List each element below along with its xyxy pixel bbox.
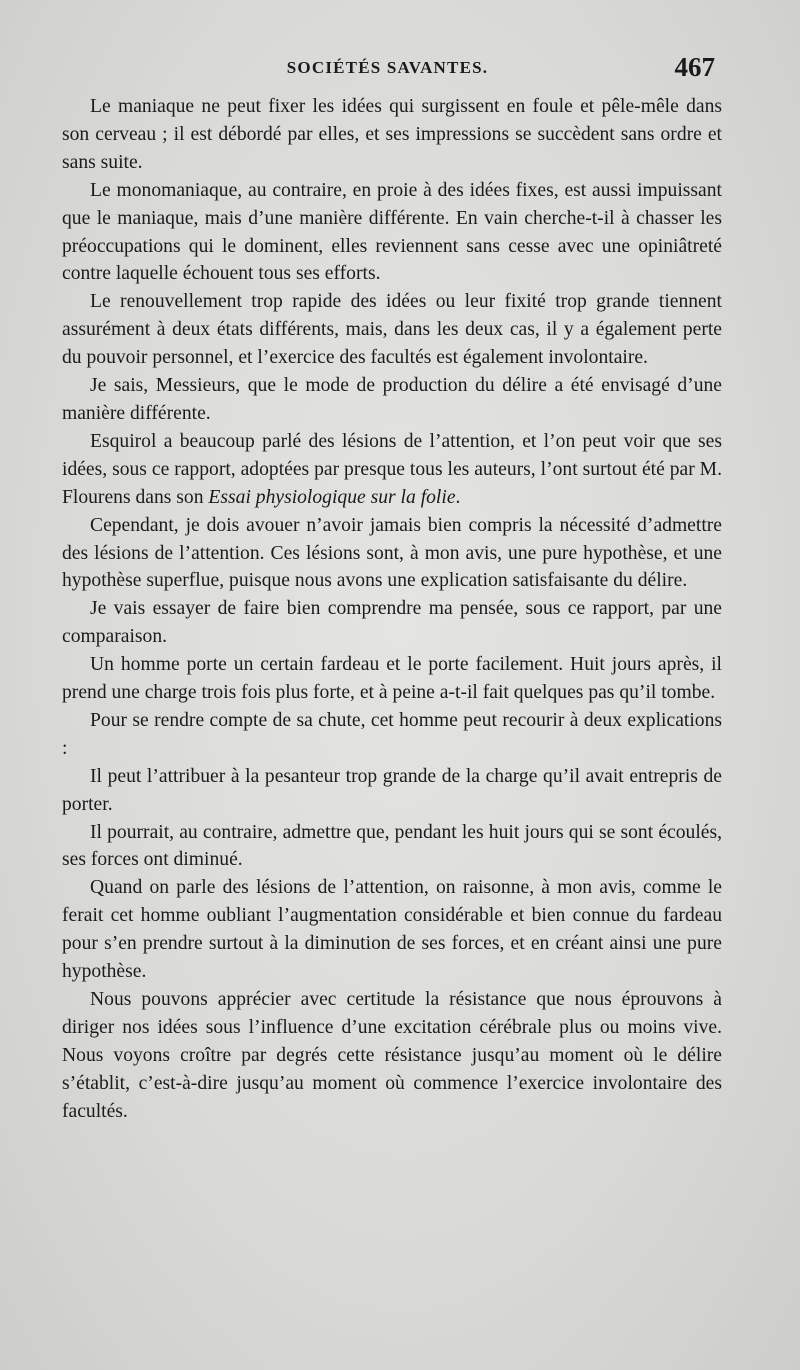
paragraph: Je sais, Messieurs, que le mode de production du délire a été envisagé d’une manière différente. [62,375,722,424]
page-number: 467 [674,52,715,82]
page-header [60,52,715,88]
paragraph: Le renouvellement trop rapide des idées ou leur fixité trop grande tiennent assurément à deux états différents, mais, dans les deux cas, il y a également perte du pouvoir personnel, et l’exercice des facultés est également involontaire. [62,291,722,369]
paragraph: Le maniaque ne peut fixer les idées qui surgissent en foule et pêle-mêle dans son cerveau ; il est débordé par elles, et ses impressions se succèdent sans ordre et sans suite. [62,96,722,173]
book-title-italic: Essai physiologique sur la folie [208,486,456,508]
running-title: SOCIÉTÉS SAVANTES. [286,58,489,77]
paragraph: Pour se rendre compte de sa chute, cet homme peut recourir à deux explications : [62,709,722,759]
paragraph: Nous pouvons apprécier avec certitude la résistance que nous éprouvons à diriger nos idées sous l’influence d’une excitation cérébrale plus ou moins vive. Nous voyons croître par degrés cette résistance jusqu’au moment où le délire s’établit, c’est-à-dire jusqu’au moment où commence l’exercice involontaire des facultés. [62,989,722,1122]
paragraph-with-citation [62,428,722,512]
paragraph: Cependant, je dois avouer n’avoir jamais bien compris la nécessité d’admettre des lésions de l’attention. Ces lésions sont, à mon avis, une pure hypothèse, et une hypothèse superflue, puisque nous avons une explication satisfaisante du délire. [62,514,722,592]
paragraph: Je vais essayer de faire bien comprendre ma pensée, sous ce rapport, par une comparaison. [62,598,722,648]
paragraph: Quand on parle des lésions de l’attention, on raisonne, à mon avis, comme le ferait cet homme oubliant l’augmentation considérable et bien connue du fardeau pour s’en prendre surtout à la diminution de ses forces, et en créant ainsi une pure hypothèse. [62,877,722,983]
paragraph: Il pourrait, au contraire, admettre que, pendant les huit jours qui se sont écoulés, ses forces ont diminué. [62,821,722,871]
citation-end: . [455,486,461,508]
body-text [62,93,722,1126]
paragraph: Le monomaniaque, au contraire, en proie à des idées fixes, est aussi impuissant que le maniaque, mais d’une manière différente. En vain cherche-t-il à chasser les préoccupations qui le dominent, elles reviennent sans cesse avec une opiniâtreté contre laquelle échouent tous ses efforts. [62,179,722,285]
paragraph: Un homme porte un certain fardeau et le porte facilement. Huit jours après, il prend une charge trois fois plus forte, et à peine a-t-il fait quelques pas qu’il tombe. [62,654,722,704]
paragraph: Il peut l’attribuer à la pesanteur trop grande de la charge qu’il avait entrepris de porter. [62,765,722,815]
citation-lead-in: Esquirol a beaucoup parlé des lésions de l’attention, et l’on peut voir que ses idées, sous ce rapport, adoptées par presque tous les auteurs, l’ont surtout été par M. Flourens dans son [62,430,722,508]
